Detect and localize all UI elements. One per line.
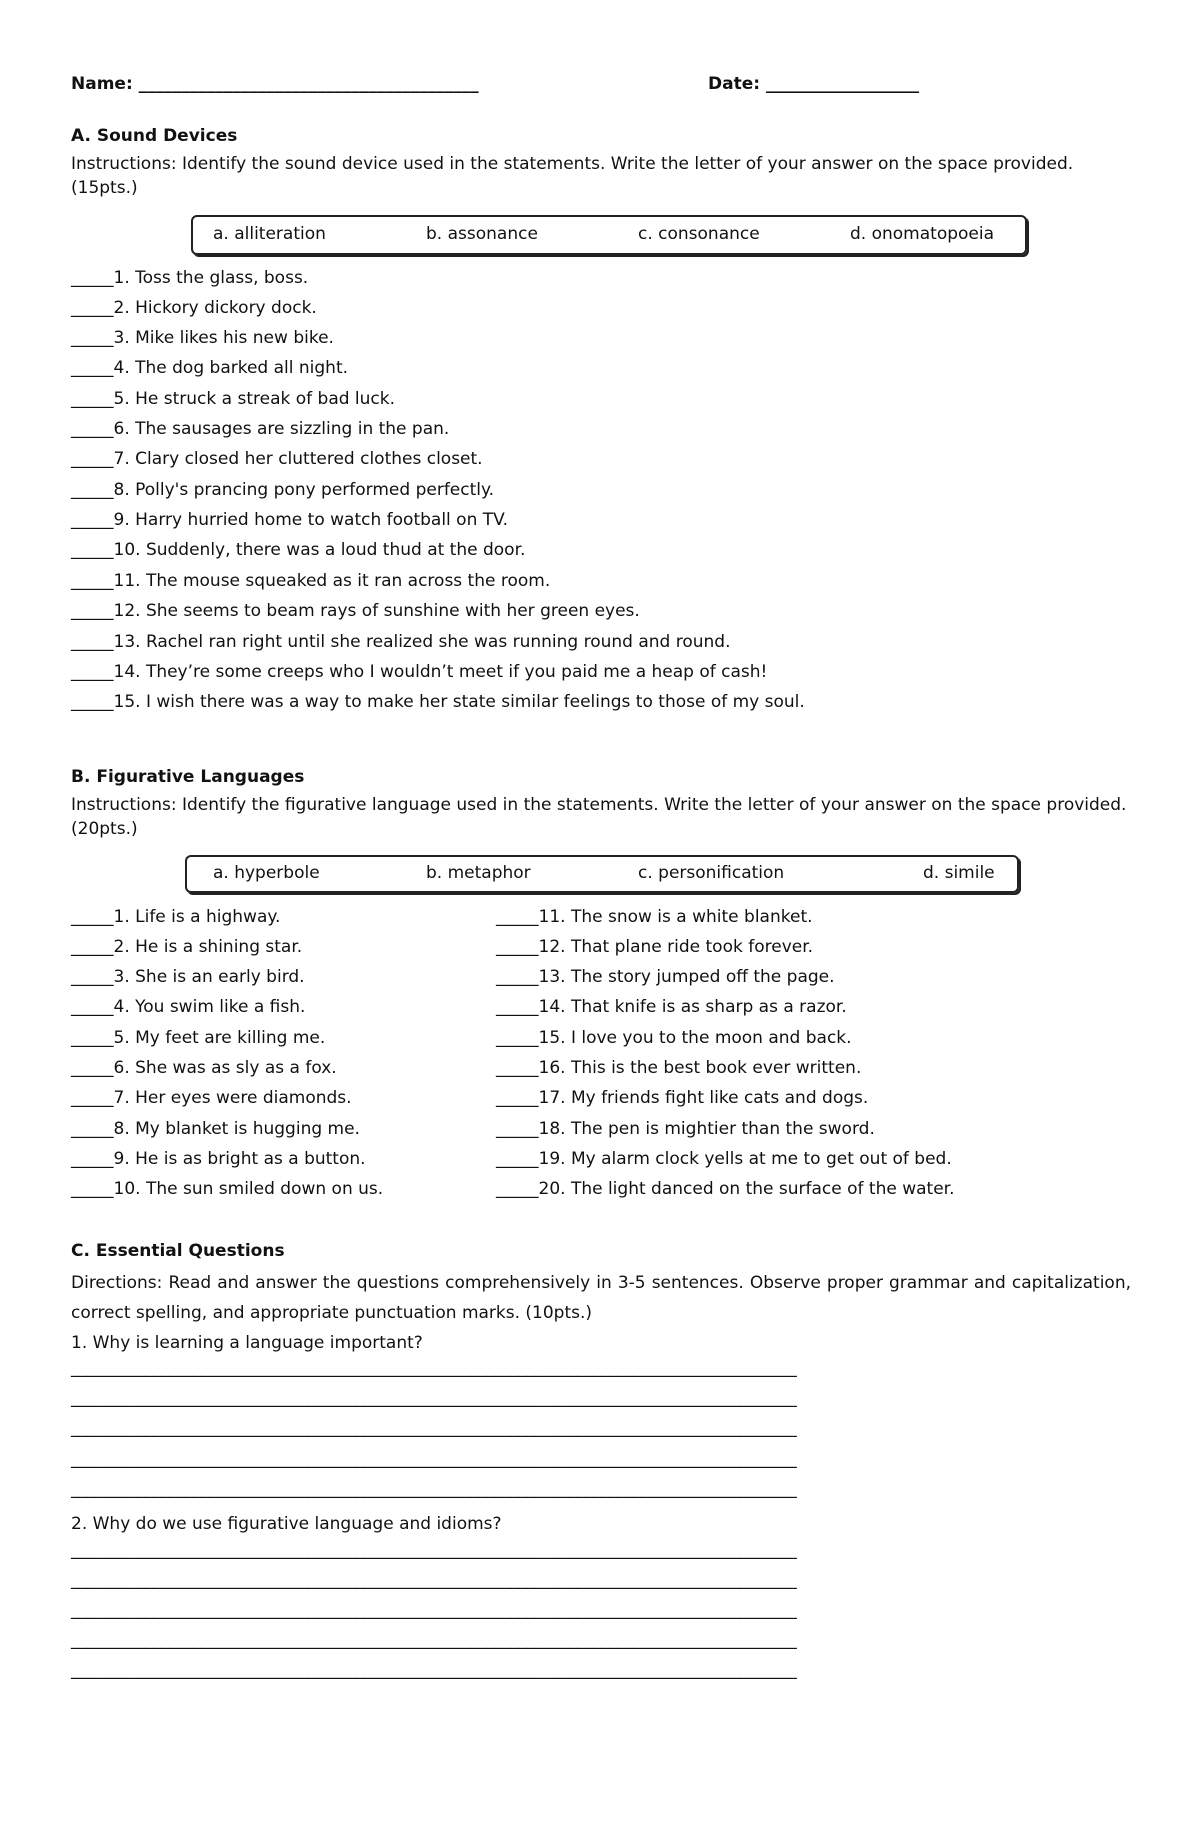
list-item[interactable]: _____12. She seems to beam rays of sunshine with her green eyes. xyxy=(71,601,640,621)
list-item[interactable]: _____17. My friends fight like cats and dogs. xyxy=(496,1088,869,1108)
list-item[interactable]: _____7. Clary closed her cluttered clothes closet. xyxy=(71,449,483,469)
answer-line[interactable]: _________________________________________________________________________________________ xyxy=(71,1449,797,1469)
list-item[interactable]: _____13. The story jumped off the page. xyxy=(496,967,835,987)
section-a-choices-box xyxy=(191,215,1027,255)
list-item[interactable]: _____6. The sausages are sizzling in the pan. xyxy=(71,419,450,439)
list-item[interactable]: _____19. My alarm clock yells at me to get out of bed. xyxy=(496,1149,952,1169)
list-item[interactable]: _____18. The pen is mightier than the sword. xyxy=(496,1119,875,1139)
list-item[interactable]: _____8. Polly's prancing pony performed perfectly. xyxy=(71,480,495,500)
list-item[interactable]: _____12. That plane ride took forever. xyxy=(496,937,814,957)
list-item[interactable]: _____1. Toss the glass, boss. xyxy=(71,268,309,288)
choice-a: a. hyperbole xyxy=(213,863,320,883)
list-item[interactable]: _____10. The sun smiled down on us. xyxy=(71,1179,384,1199)
list-item[interactable]: _____2. Hickory dickory dock. xyxy=(71,298,317,318)
list-item[interactable]: _____8. My blanket is hugging me. xyxy=(71,1119,360,1139)
list-item[interactable]: _____14. That knife is as sharp as a razor. xyxy=(496,997,847,1017)
list-item[interactable]: _____3. She is an early bird. xyxy=(71,967,305,987)
list-item[interactable]: _____11. The mouse squeaked as it ran across the room. xyxy=(71,571,551,591)
choice-b: b. metaphor xyxy=(426,863,531,883)
list-item[interactable]: _____10. Suddenly, there was a loud thud at the door. xyxy=(71,540,526,560)
list-item[interactable]: _____9. He is as bright as a button. xyxy=(71,1149,366,1169)
answer-line[interactable]: _________________________________________________________________________________________ xyxy=(71,1540,797,1560)
section-b-instructions: Instructions: Identify the figurative language used in the statements. Write the letter of your answer on the space provided. (20pts.) xyxy=(71,795,1127,839)
list-item[interactable]: _____5. My feet are killing me. xyxy=(71,1028,326,1048)
choice-d: d. onomatopoeia xyxy=(850,224,995,244)
list-item[interactable]: _____13. Rachel ran right until she realized she was running round and round. xyxy=(71,632,731,652)
list-item[interactable]: _____5. He struck a streak of bad luck. xyxy=(71,389,396,409)
question-1: 1. Why is learning a language important? xyxy=(71,1333,423,1353)
list-item[interactable]: _____4. You swim like a fish. xyxy=(71,997,306,1017)
list-item[interactable]: _____1. Life is a highway. xyxy=(71,907,281,927)
choice-b: b. assonance xyxy=(426,224,538,244)
answer-line[interactable]: _________________________________________________________________________________________ xyxy=(71,1479,797,1499)
list-item[interactable]: _____15. I wish there was a way to make her state similar feelings to those of my soul. xyxy=(71,692,805,712)
answer-line[interactable]: _________________________________________________________________________________________ xyxy=(71,1388,797,1408)
list-item[interactable]: _____16. This is the best book ever written. xyxy=(496,1058,862,1078)
list-item[interactable]: _____15. I love you to the moon and back. xyxy=(496,1028,852,1048)
section-b-title: B. Figurative Languages xyxy=(71,767,305,787)
choice-c: c. personification xyxy=(638,863,785,883)
choice-c: c. consonance xyxy=(638,224,760,244)
date-field[interactable]: Date: __________________ xyxy=(708,74,919,94)
name-field[interactable]: Name: ________________________________________ xyxy=(71,74,479,94)
list-item[interactable]: _____7. Her eyes were diamonds. xyxy=(71,1088,352,1108)
answer-line[interactable]: _________________________________________________________________________________________ xyxy=(71,1600,797,1620)
list-item[interactable]: _____11. The snow is a white blanket. xyxy=(496,907,813,927)
choice-a: a. alliteration xyxy=(213,224,326,244)
section-c-directions: Directions: Read and answer the questions comprehensively in 3-5 sentences. Observe proper grammar and capitalization, correct spelling, and appropriate punctuation marks. (10pts.) xyxy=(71,1273,1131,1323)
section-c-title: C. Essential Questions xyxy=(71,1241,285,1261)
list-item[interactable]: _____3. Mike likes his new bike. xyxy=(71,328,334,348)
section-b-choices-box xyxy=(185,855,1019,893)
list-item[interactable]: _____2. He is a shining star. xyxy=(71,937,303,957)
list-item[interactable]: _____6. She was as sly as a fox. xyxy=(71,1058,337,1078)
answer-line[interactable]: _________________________________________________________________________________________ xyxy=(71,1570,797,1590)
question-2: 2. Why do we use figurative language and idioms? xyxy=(71,1514,502,1534)
list-item[interactable]: _____9. Harry hurried home to watch football on TV. xyxy=(71,510,508,530)
answer-line[interactable]: _________________________________________________________________________________________ xyxy=(71,1630,797,1650)
list-item[interactable]: _____14. They’re some creeps who I wouldn’t meet if you paid me a heap of cash! xyxy=(71,662,768,682)
answer-line[interactable]: _________________________________________________________________________________________ xyxy=(71,1418,797,1438)
section-a-instructions: Instructions: Identify the sound device used in the statements. Write the letter of your answer on the space provided. (15pts.) xyxy=(71,154,1074,198)
list-item[interactable]: _____20. The light danced on the surface of the water. xyxy=(496,1179,955,1199)
list-item[interactable]: _____4. The dog barked all night. xyxy=(71,358,349,378)
section-a-title: A. Sound Devices xyxy=(71,126,238,146)
choice-d: d. simile xyxy=(923,863,995,883)
answer-line[interactable]: _________________________________________________________________________________________ xyxy=(71,1660,797,1680)
answer-line[interactable]: _________________________________________________________________________________________ xyxy=(71,1358,797,1378)
